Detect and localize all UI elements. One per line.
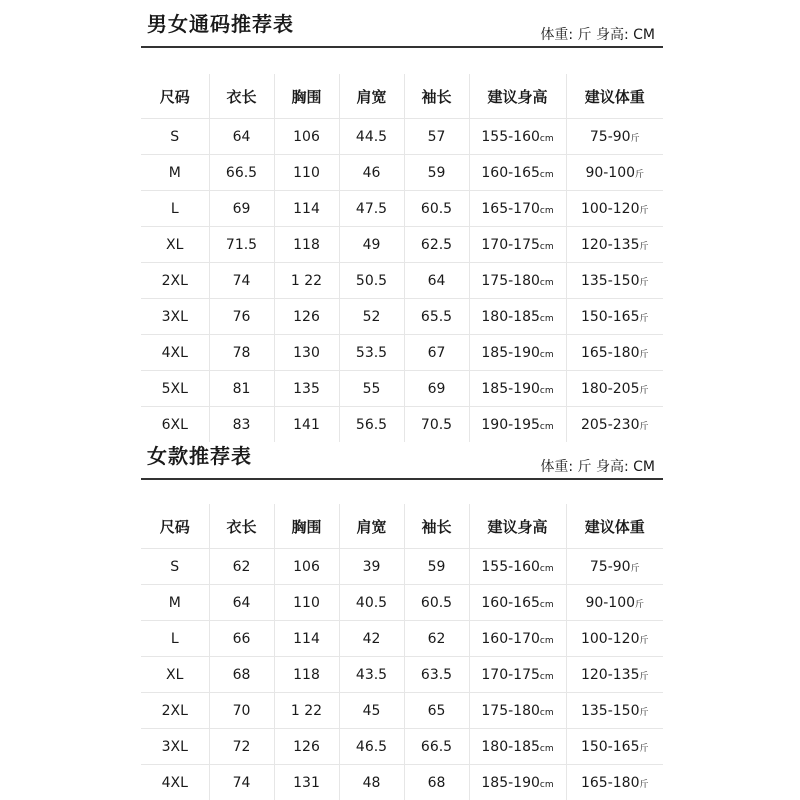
height-unit-suffix: cm [539, 169, 554, 180]
table-cell: 114 [274, 191, 339, 227]
weight-unit-suffix: 斤 [630, 133, 640, 144]
column-header: 建议体重 [566, 74, 663, 119]
table-row [141, 227, 663, 263]
table-cell: 110 [274, 155, 339, 191]
table-row [141, 155, 663, 191]
table-row [141, 119, 663, 155]
table-cell: 185-190cm [469, 335, 566, 371]
table-cell: 170-175cm [469, 227, 566, 263]
table-cell: 74 [209, 765, 274, 800]
table-row [141, 407, 663, 443]
column-header: 肩宽 [339, 74, 404, 119]
table-cell: 67 [404, 335, 469, 371]
table-cell: 175-180cm [469, 263, 566, 299]
table-cell: 62.5 [404, 227, 469, 263]
table-cell: 110 [274, 585, 339, 621]
weight-unit-suffix: 斤 [639, 277, 649, 288]
table-cell: 106 [274, 119, 339, 155]
weight-unit-suffix: 斤 [639, 313, 649, 324]
table-cell: 68 [209, 657, 274, 693]
column-header: 建议身高 [469, 74, 566, 119]
table-cell: 130 [274, 335, 339, 371]
table-cell: 50.5 [339, 263, 404, 299]
table-cell: 150-165斤 [566, 729, 663, 765]
table-cell: 135-150斤 [566, 693, 663, 729]
table-cell: 90-100斤 [566, 155, 663, 191]
table-row [141, 191, 663, 227]
weight-unit-suffix: 斤 [639, 205, 649, 216]
table-cell: 185-190cm [469, 765, 566, 800]
table-row [141, 335, 663, 371]
height-unit-suffix: cm [539, 563, 554, 574]
height-unit-suffix: cm [539, 707, 554, 718]
table-cell: 66 [209, 621, 274, 657]
weight-unit-suffix: 斤 [639, 635, 649, 646]
section-header [141, 8, 663, 48]
table-cell: 131 [274, 765, 339, 800]
height-unit-suffix: cm [539, 421, 554, 432]
table-cell: 46 [339, 155, 404, 191]
table-cell: 135-150斤 [566, 263, 663, 299]
height-unit-suffix: cm [539, 635, 554, 646]
table-cell: 55 [339, 371, 404, 407]
table-cell: 45 [339, 693, 404, 729]
table-cell: 60.5 [404, 585, 469, 621]
table-cell: 114 [274, 621, 339, 657]
height-unit-suffix: cm [539, 385, 554, 396]
table-cell: 78 [209, 335, 274, 371]
size-chart-unisex [141, 8, 663, 433]
table-cell: 180-205斤 [566, 371, 663, 407]
table-cell: 165-170cm [469, 191, 566, 227]
table-cell: L [141, 191, 209, 227]
table-cell: 2XL [141, 693, 209, 729]
table-cell: 47.5 [339, 191, 404, 227]
table-cell: 76 [209, 299, 274, 335]
table-cell: 57 [404, 119, 469, 155]
weight-unit-suffix: 斤 [639, 349, 649, 360]
header-row [141, 504, 663, 549]
height-unit-suffix: cm [539, 743, 554, 754]
table-cell: 62 [404, 621, 469, 657]
height-unit-suffix: cm [539, 205, 554, 216]
table-row [141, 371, 663, 407]
table-cell: 180-185cm [469, 299, 566, 335]
height-unit-suffix: cm [539, 671, 554, 682]
table-cell: 42 [339, 621, 404, 657]
table-cell: 160-170cm [469, 621, 566, 657]
section-header [141, 440, 663, 480]
table-cell: 46.5 [339, 729, 404, 765]
table-cell: 70 [209, 693, 274, 729]
table-cell: 75-90斤 [566, 119, 663, 155]
weight-unit-suffix: 斤 [630, 563, 640, 574]
table-row [141, 621, 663, 657]
table-cell: 170-175cm [469, 657, 566, 693]
table-cell: 72 [209, 729, 274, 765]
table-cell: 141 [274, 407, 339, 443]
table-cell: 126 [274, 729, 339, 765]
column-header: 袖长 [404, 504, 469, 549]
height-unit-suffix: cm [539, 241, 554, 252]
weight-unit-suffix: 斤 [639, 385, 649, 396]
column-header: 衣长 [209, 504, 274, 549]
column-header: 胸围 [274, 504, 339, 549]
height-unit-suffix: cm [539, 599, 554, 610]
table-cell: 59 [404, 155, 469, 191]
section-title: 女款推荐表 [147, 444, 252, 468]
table-cell: 3XL [141, 729, 209, 765]
table-cell: 53.5 [339, 335, 404, 371]
section-title: 男女通码推荐表 [147, 12, 294, 36]
table-cell: 69 [404, 371, 469, 407]
table-cell: 1 22 [274, 693, 339, 729]
header-divider [141, 46, 663, 48]
table-cell: 39 [339, 549, 404, 585]
weight-unit-suffix: 斤 [639, 241, 649, 252]
unit-note: 体重: 斤 身高: CM [540, 459, 655, 475]
height-unit-suffix: cm [539, 277, 554, 288]
table-cell: 4XL [141, 765, 209, 800]
table-cell: 81 [209, 371, 274, 407]
table-cell: 3XL [141, 299, 209, 335]
table-cell: 5XL [141, 371, 209, 407]
size-chart-women [141, 440, 663, 791]
column-header: 建议体重 [566, 504, 663, 549]
table-cell: 165-180斤 [580, 774, 649, 791]
table-cell: 160-165cm [469, 155, 566, 191]
weight-unit-suffix: 斤 [635, 599, 645, 610]
size-table-women [141, 504, 663, 800]
table-cell: 65 [404, 693, 469, 729]
column-header: 肩宽 [339, 504, 404, 549]
table-cell: 135 [274, 371, 339, 407]
table-cell: 180-185cm [469, 729, 566, 765]
table-cell: 100-120斤 [566, 621, 663, 657]
table-cell: 64 [404, 263, 469, 299]
table-cell: XL [141, 227, 209, 263]
height-unit-suffix: cm [539, 349, 554, 360]
table-cell: 185-190cm [469, 371, 566, 407]
table-row [141, 263, 663, 299]
header-divider [141, 478, 663, 480]
table-cell: M [141, 155, 209, 191]
table-cell: M [141, 585, 209, 621]
table-cell: 2XL [141, 263, 209, 299]
table-cell: 120-135斤 [566, 227, 663, 263]
table-cell: 155-160cm [469, 119, 566, 155]
weight-unit-suffix: 斤 [639, 707, 649, 718]
height-unit-suffix: cm [539, 133, 554, 144]
column-header: 胸围 [274, 74, 339, 119]
table-cell: 74 [209, 263, 274, 299]
table-cell: 118 [274, 227, 339, 263]
column-header: 尺码 [141, 504, 209, 549]
header-row [141, 74, 663, 119]
unit-note: 体重: 斤 身高: CM [540, 27, 655, 43]
table-cell: 126 [274, 299, 339, 335]
table-cell: 52 [339, 299, 404, 335]
table-cell: 66.5 [404, 729, 469, 765]
table-cell: 48 [339, 765, 404, 800]
weight-unit-suffix: 斤 [639, 671, 649, 682]
table-cell: 68 [404, 765, 469, 800]
table-row [141, 299, 663, 335]
weight-unit-suffix: 斤 [635, 169, 645, 180]
weight-unit-suffix: 斤 [639, 779, 649, 790]
table-cell: 90-100斤 [566, 585, 663, 621]
table-row [141, 657, 663, 693]
table-cell: 205-230斤 [580, 416, 649, 433]
table-cell: 49 [339, 227, 404, 263]
table-cell: 155-160cm [469, 549, 566, 585]
table-cell: 56.5 [339, 407, 404, 443]
table-cell: 1 22 [274, 263, 339, 299]
table-cell: 4XL [141, 335, 209, 371]
table-cell: 63.5 [404, 657, 469, 693]
table-cell: 175-180cm [469, 693, 566, 729]
column-header: 建议身高 [469, 504, 566, 549]
table-cell: 64 [209, 119, 274, 155]
table-cell: 62 [209, 549, 274, 585]
table-row [141, 549, 663, 585]
table-row [141, 693, 663, 729]
table-row [141, 765, 663, 800]
table-cell: 160-165cm [469, 585, 566, 621]
table-cell: 190-195cm [469, 407, 566, 443]
height-unit-suffix: cm [539, 313, 554, 324]
column-header: 袖长 [404, 74, 469, 119]
table-cell: 100-120斤 [566, 191, 663, 227]
table-cell: 69 [209, 191, 274, 227]
table-cell: 64 [209, 585, 274, 621]
weight-unit-suffix: 斤 [639, 743, 649, 754]
table-cell: 65.5 [404, 299, 469, 335]
weight-unit-suffix: 斤 [639, 421, 649, 432]
size-table-unisex [141, 74, 663, 442]
column-header: 衣长 [209, 74, 274, 119]
table-cell: 6XL [141, 407, 209, 443]
table-cell: L [141, 621, 209, 657]
table-cell: XL [141, 657, 209, 693]
table-cell: 60.5 [404, 191, 469, 227]
table-cell: S [141, 549, 209, 585]
table-cell: 66.5 [209, 155, 274, 191]
table-cell: 106 [274, 549, 339, 585]
table-cell: 71.5 [209, 227, 274, 263]
table-cell: 44.5 [339, 119, 404, 155]
table-cell: 120-135斤 [566, 657, 663, 693]
table-cell: 150-165斤 [566, 299, 663, 335]
table-row [141, 585, 663, 621]
table-cell: 83 [209, 407, 274, 443]
table-cell: 59 [404, 549, 469, 585]
table-cell: S [141, 119, 209, 155]
height-unit-suffix: cm [539, 779, 554, 790]
table-cell: 43.5 [339, 657, 404, 693]
table-cell: 40.5 [339, 585, 404, 621]
table-cell: 118 [274, 657, 339, 693]
table-row [141, 729, 663, 765]
table-cell: 75-90斤 [566, 549, 663, 585]
column-header: 尺码 [141, 74, 209, 119]
table-cell: 165-180斤 [566, 335, 663, 371]
table-cell: 70.5 [404, 407, 469, 443]
